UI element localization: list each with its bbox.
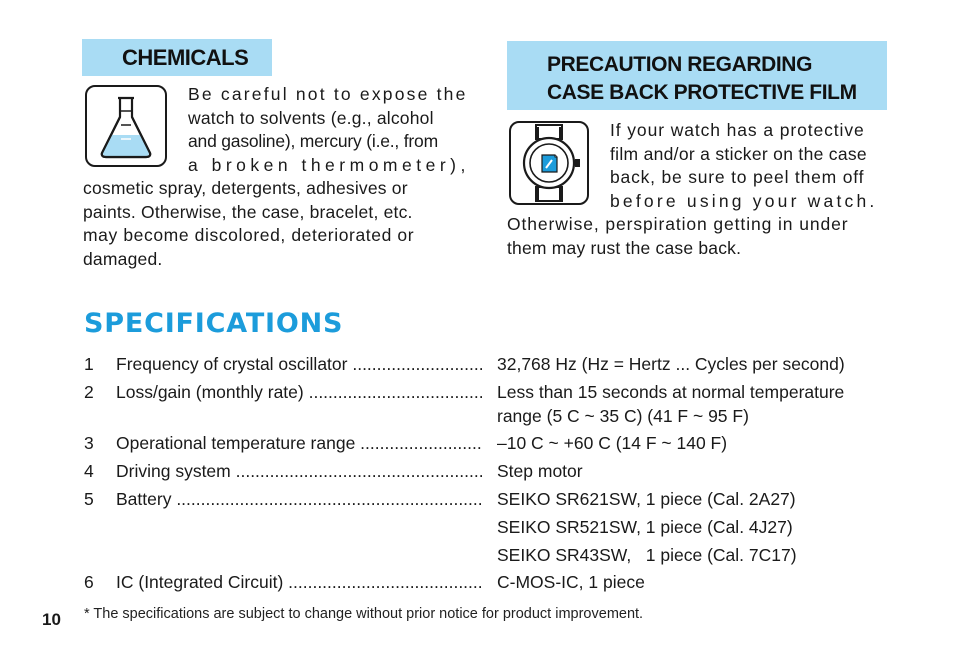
precaution-paragraph-continued <box>507 213 905 260</box>
text-line: a broken thermometer), <box>188 154 470 175</box>
spec-value <box>497 380 917 428</box>
specifications-title: SPECIFICATIONS <box>84 308 344 339</box>
spec-number: 1 <box>84 354 94 374</box>
spec-label: IC (Integrated Circuit) ..... <box>116 570 482 594</box>
text-line: and gasoline), mercury (i.e., from <box>188 131 438 152</box>
spec-value-line: SEIKO SR621SW, 1 piece (Cal. 2A27) <box>497 489 796 509</box>
spec-value <box>497 352 917 376</box>
precaution-heading-line1: PRECAUTION REGARDING <box>547 53 813 76</box>
spec-number: 6 <box>84 572 94 592</box>
precaution-heading <box>507 41 887 110</box>
text-line: watch to solvents (e.g., alcohol <box>188 107 434 128</box>
spec-value <box>497 459 917 483</box>
text-line: paints. Otherwise, the case, bracelet, etc. <box>83 201 413 222</box>
page-number: 10 <box>42 610 61 629</box>
text-line: Be careful not to expose the <box>188 84 468 104</box>
spec-value-line: 32,768 Hz (Hz = Hertz ... Cycles per second) <box>497 354 845 374</box>
spec-label: Operational temperature range ..... <box>116 431 482 455</box>
text-line: Otherwise, perspiration getting in under <box>507 214 849 234</box>
spec-label: Battery ..... <box>116 487 482 511</box>
spec-value <box>497 485 917 569</box>
spec-number: 3 <box>84 433 94 453</box>
spec-value-line: –10 C ~ +60 C (14 F ~ 140 F) <box>497 433 728 453</box>
spec-number: 2 <box>84 382 94 402</box>
spec-value-line: SEIKO SR43SW, 1 piece (Cal. 7C17) <box>497 545 797 565</box>
flask-icon <box>85 85 167 167</box>
spec-value-line: SEIKO SR521SW, 1 piece (Cal. 4J27) <box>497 517 793 537</box>
spec-number: 5 <box>84 489 94 509</box>
text-line: If your watch has a protective <box>610 120 865 140</box>
text-line: back, be sure to peel them off <box>610 167 865 188</box>
text-line: may become discolored, deteriorated or <box>83 225 415 246</box>
text-line: cosmetic spray, detergents, adhesives or <box>83 178 408 198</box>
specifications-footnote: * The specifications are subject to change without prior notice for product improvement. <box>84 606 644 622</box>
precaution-heading-line2: CASE BACK PROTECTIVE FILM <box>547 81 857 104</box>
chemicals-paragraph-continued <box>83 177 483 271</box>
precaution-paragraph <box>610 119 904 213</box>
spec-value-line: Step motor <box>497 461 583 481</box>
spec-value-line: C-MOS-IC, 1 piece <box>497 572 645 592</box>
spec-value <box>497 570 917 594</box>
spec-number: 4 <box>84 461 94 481</box>
text-line: damaged. <box>83 248 163 269</box>
spec-label: Frequency of crystal oscillator ..... <box>116 352 482 376</box>
text-line: before using your watch. <box>610 190 878 211</box>
spec-label: Loss/gain (monthly rate) ..... <box>116 380 482 404</box>
text-line: them may rust the case back. <box>507 237 742 258</box>
spec-value <box>497 431 917 455</box>
spec-value-line: range (5 C ~ 35 C) (41 F ~ 95 F) <box>497 406 749 426</box>
text-line: film and/or a sticker on the case <box>610 143 867 164</box>
spec-value-line: Less than 15 seconds at normal temperature <box>497 382 845 402</box>
watch-sticker-icon <box>509 121 589 205</box>
spec-label: Driving system ..... <box>116 459 482 483</box>
chemicals-paragraph <box>188 83 481 177</box>
chemicals-heading: CHEMICALS <box>82 39 272 76</box>
